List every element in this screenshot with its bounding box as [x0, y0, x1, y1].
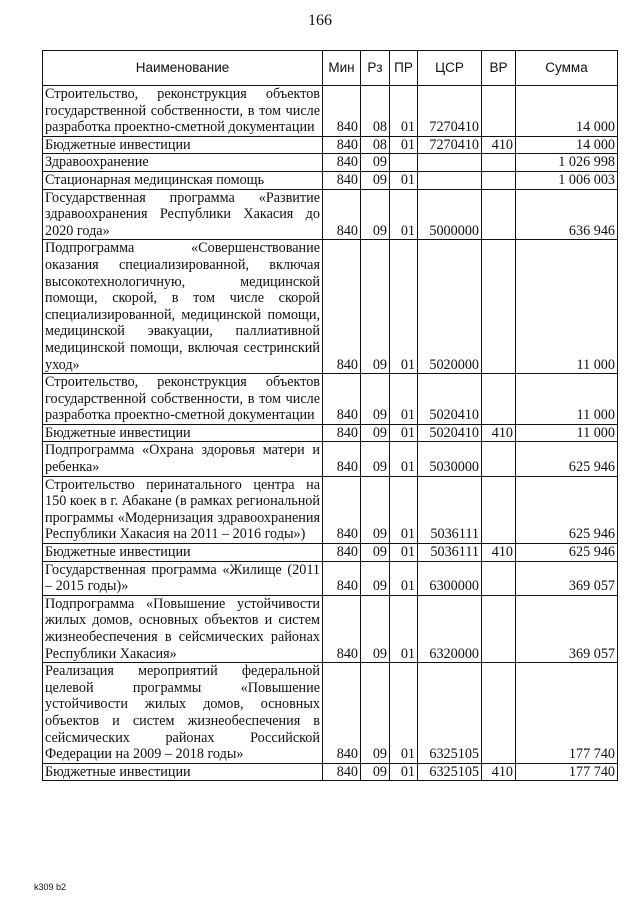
table-row: [43, 544, 618, 562]
cell-vr: [482, 442, 516, 476]
table-row: [43, 663, 618, 764]
cell-rz: 09: [361, 442, 390, 476]
table-row: [43, 374, 618, 425]
cell-rz: 08: [361, 136, 390, 154]
cell-vr: [482, 189, 516, 240]
column-header-rz: Рз: [361, 51, 390, 86]
cell-pr: 01: [390, 595, 418, 662]
footer-code: k309 b2: [34, 882, 67, 892]
cell-name: Государственная программа «Развитие здравоохранения Республики Хакасия до 2020 года»: [43, 189, 323, 240]
cell-sum: 14 000: [516, 136, 618, 154]
cell-rz: 09: [361, 240, 390, 374]
cell-min: 840: [323, 561, 361, 595]
table-row: [43, 189, 618, 240]
cell-rz: 09: [361, 374, 390, 425]
cell-vr: 410: [482, 544, 516, 562]
cell-vr: [482, 561, 516, 595]
cell-csr: 6325105: [418, 763, 482, 781]
table-row: [43, 240, 618, 374]
table-row: [43, 171, 618, 189]
cell-min: 840: [323, 374, 361, 425]
cell-name: Бюджетные инвестиции: [43, 544, 323, 562]
cell-name: Бюджетные инвестиции: [43, 424, 323, 442]
cell-rz: 09: [361, 595, 390, 662]
cell-pr: 01: [390, 442, 418, 476]
cell-sum: 369 057: [516, 595, 618, 662]
cell-rz: 09: [361, 154, 390, 172]
cell-csr: [418, 154, 482, 172]
cell-vr: 410: [482, 136, 516, 154]
table-row: [43, 595, 618, 662]
cell-pr: 01: [390, 663, 418, 764]
cell-pr: 01: [390, 476, 418, 543]
cell-sum: 11 000: [516, 240, 618, 374]
column-header-name: Наименование: [43, 51, 323, 86]
cell-name: Строительство, реконструкция объектов государственной собственности, в том числе разработка проектно-сметной документации: [43, 374, 323, 425]
cell-csr: 7270410: [418, 86, 482, 137]
cell-vr: [482, 171, 516, 189]
cell-pr: 01: [390, 136, 418, 154]
cell-min: 840: [323, 424, 361, 442]
cell-csr: 7270410: [418, 136, 482, 154]
table-row: [43, 136, 618, 154]
cell-csr: 6325105: [418, 663, 482, 764]
cell-name: Подпрограмма «Совершенствование оказания специализированной, включая высокотехнологичную, медицинской помощи, скорой, в том числе скорой специализированной, медицинской помощи, медицинской эвакуации, паллиативной медицинской помощи, включая сестринский уход»: [43, 240, 323, 374]
cell-sum: 369 057: [516, 561, 618, 595]
cell-rz: 09: [361, 544, 390, 562]
cell-name: Строительство перинатального центра на 150 коек в г. Абакане (в рамках региональной программы «Модернизация здравоохранения Республики Хакасия на 2011 – 2016 годы»): [43, 476, 323, 543]
cell-pr: 01: [390, 561, 418, 595]
cell-csr: 5020000: [418, 240, 482, 374]
cell-pr: 01: [390, 189, 418, 240]
cell-vr: [482, 663, 516, 764]
cell-min: 840: [323, 476, 361, 543]
table-row: [43, 154, 618, 172]
cell-min: 840: [323, 189, 361, 240]
cell-sum: 11 000: [516, 424, 618, 442]
budget-table: [42, 50, 618, 781]
cell-rz: 09: [361, 663, 390, 764]
cell-pr: 01: [390, 424, 418, 442]
cell-pr: 01: [390, 544, 418, 562]
cell-sum: 11 000: [516, 374, 618, 425]
cell-csr: 6320000: [418, 595, 482, 662]
cell-min: 840: [323, 763, 361, 781]
cell-rz: 09: [361, 561, 390, 595]
cell-vr: [482, 154, 516, 172]
cell-vr: [482, 476, 516, 543]
column-header-min: Мин: [323, 51, 361, 86]
cell-rz: 09: [361, 189, 390, 240]
cell-csr: 5036111: [418, 476, 482, 543]
cell-csr: 5020410: [418, 374, 482, 425]
cell-csr: 6300000: [418, 561, 482, 595]
cell-sum: 636 946: [516, 189, 618, 240]
cell-rz: 08: [361, 86, 390, 137]
cell-csr: 5020410: [418, 424, 482, 442]
column-header-pr: ПР: [390, 51, 418, 86]
cell-pr: 01: [390, 374, 418, 425]
column-header-csr: ЦСР: [418, 51, 482, 86]
cell-name: Подпрограмма «Повышение устойчивости жилых домов, основных объектов и систем жизнеобеспечения в сейсмических районах Республики Хакасия»: [43, 595, 323, 662]
cell-vr: [482, 374, 516, 425]
cell-sum: 625 946: [516, 476, 618, 543]
cell-csr: 5000000: [418, 189, 482, 240]
cell-name: Государственная программа «Жилище (2011 – 2015 годы)»: [43, 561, 323, 595]
table-body: [43, 86, 618, 781]
cell-name: Реализация мероприятий федеральной целевой программы «Повышение устойчивости жилых домов, основных объектов и систем жизнеобеспечения в сейсмических районах Российской Федерации на 2009 – 2018 годы»: [43, 663, 323, 764]
cell-pr: 01: [390, 240, 418, 374]
cell-rz: 09: [361, 424, 390, 442]
cell-vr: [482, 595, 516, 662]
cell-pr: 01: [390, 86, 418, 137]
cell-min: 840: [323, 136, 361, 154]
cell-min: 840: [323, 663, 361, 764]
column-header-vr: ВР: [482, 51, 516, 86]
cell-sum: 177 740: [516, 763, 618, 781]
table-row: [43, 442, 618, 476]
cell-min: 840: [323, 544, 361, 562]
cell-csr: 5036111: [418, 544, 482, 562]
cell-vr: 410: [482, 763, 516, 781]
cell-name: Строительство, реконструкция объектов государственной собственности, в том числе разработка проектно-сметной документации: [43, 86, 323, 137]
page-number: 166: [308, 12, 332, 29]
cell-min: 840: [323, 86, 361, 137]
cell-min: 840: [323, 595, 361, 662]
cell-rz: 09: [361, 171, 390, 189]
table-row: [43, 476, 618, 543]
cell-name: Бюджетные инвестиции: [43, 136, 323, 154]
cell-vr: [482, 240, 516, 374]
cell-rz: 09: [361, 763, 390, 781]
cell-sum: 625 946: [516, 442, 618, 476]
table-row: [43, 86, 618, 137]
cell-pr: 01: [390, 763, 418, 781]
cell-name: Подпрограмма «Охрана здоровья матери и ребенка»: [43, 442, 323, 476]
cell-csr: [418, 171, 482, 189]
cell-pr: 01: [390, 171, 418, 189]
cell-vr: 410: [482, 424, 516, 442]
cell-vr: [482, 86, 516, 137]
cell-rz: 09: [361, 476, 390, 543]
cell-sum: 1 026 998: [516, 154, 618, 172]
cell-min: 840: [323, 171, 361, 189]
cell-name: Стационарная медицинская помощь: [43, 171, 323, 189]
column-header-sum: Сумма: [516, 51, 618, 86]
cell-name: Здравоохранение: [43, 154, 323, 172]
table-row: [43, 763, 618, 781]
cell-min: 840: [323, 154, 361, 172]
cell-min: 840: [323, 240, 361, 374]
cell-sum: 14 000: [516, 86, 618, 137]
cell-name: Бюджетные инвестиции: [43, 763, 323, 781]
table-row: [43, 424, 618, 442]
cell-min: 840: [323, 442, 361, 476]
cell-sum: 1 006 003: [516, 171, 618, 189]
cell-sum: 177 740: [516, 663, 618, 764]
table-header-row: [43, 51, 618, 86]
cell-csr: 5030000: [418, 442, 482, 476]
cell-pr: [390, 154, 418, 172]
table-row: [43, 561, 618, 595]
cell-sum: 625 946: [516, 544, 618, 562]
